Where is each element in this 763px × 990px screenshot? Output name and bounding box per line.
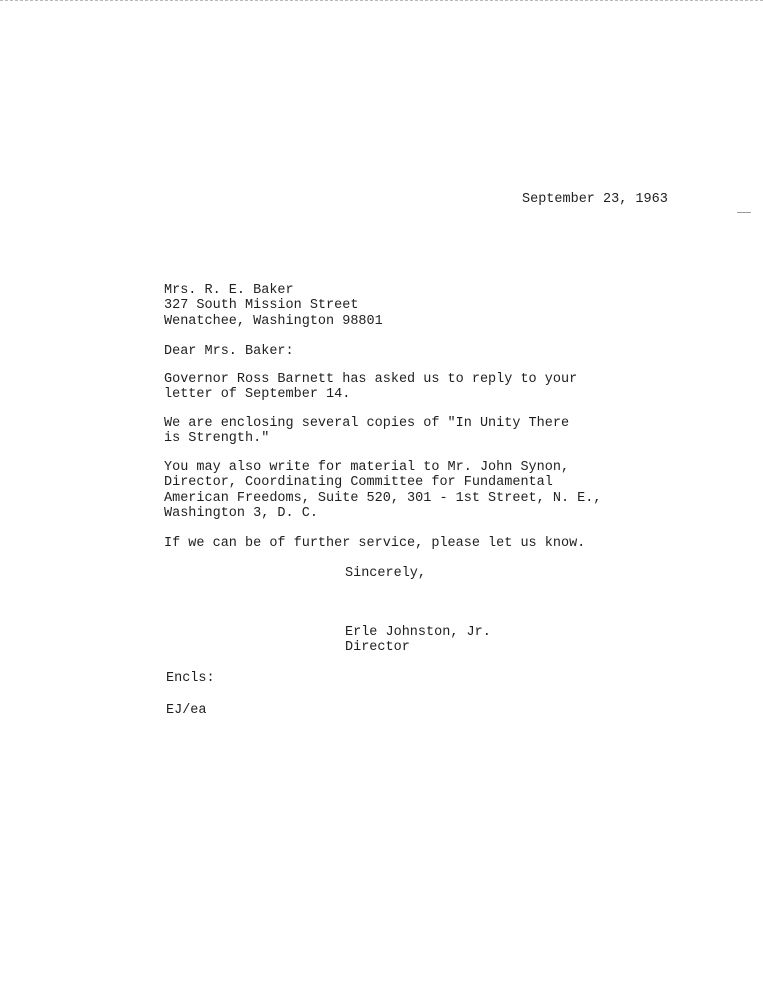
recipient-city: Wenatchee, Washington 98801 xyxy=(164,314,383,329)
paragraph-line: We are enclosing several copies of "In Unity There xyxy=(164,416,570,431)
stray-pen-mark xyxy=(737,212,751,213)
paragraph-line: American Freedoms, Suite 520, 301 - 1st Street, N. E., xyxy=(164,491,602,506)
recipient-street: 327 South Mission Street xyxy=(164,298,359,313)
salutation: Dear Mrs. Baker: xyxy=(164,344,294,359)
recipient-name: Mrs. R. E. Baker xyxy=(164,283,294,298)
signer-title: Director xyxy=(345,640,410,655)
enclosure-notation: Encls: xyxy=(166,671,215,686)
letter-date: September 23, 1963 xyxy=(522,192,668,207)
signer-name: Erle Johnston, Jr. xyxy=(345,625,491,640)
paragraph-line: is Strength." xyxy=(164,431,270,446)
paragraph-line: Washington 3, D. C. xyxy=(164,506,318,521)
closing: Sincerely, xyxy=(345,566,427,581)
page-top-edge xyxy=(0,0,763,1)
paragraph-line: Director, Coordinating Committee for Fundamental xyxy=(164,475,553,490)
body-paragraph-4: If we can be of further service, please let us know. xyxy=(164,536,586,551)
paragraph-line: letter of September 14. xyxy=(164,387,351,402)
paragraph-line: You may also write for material to Mr. John Synon, xyxy=(164,460,570,475)
paragraph-line: Governor Ross Barnett has asked us to reply to your xyxy=(164,372,578,387)
reference-initials: EJ/ea xyxy=(166,703,207,718)
